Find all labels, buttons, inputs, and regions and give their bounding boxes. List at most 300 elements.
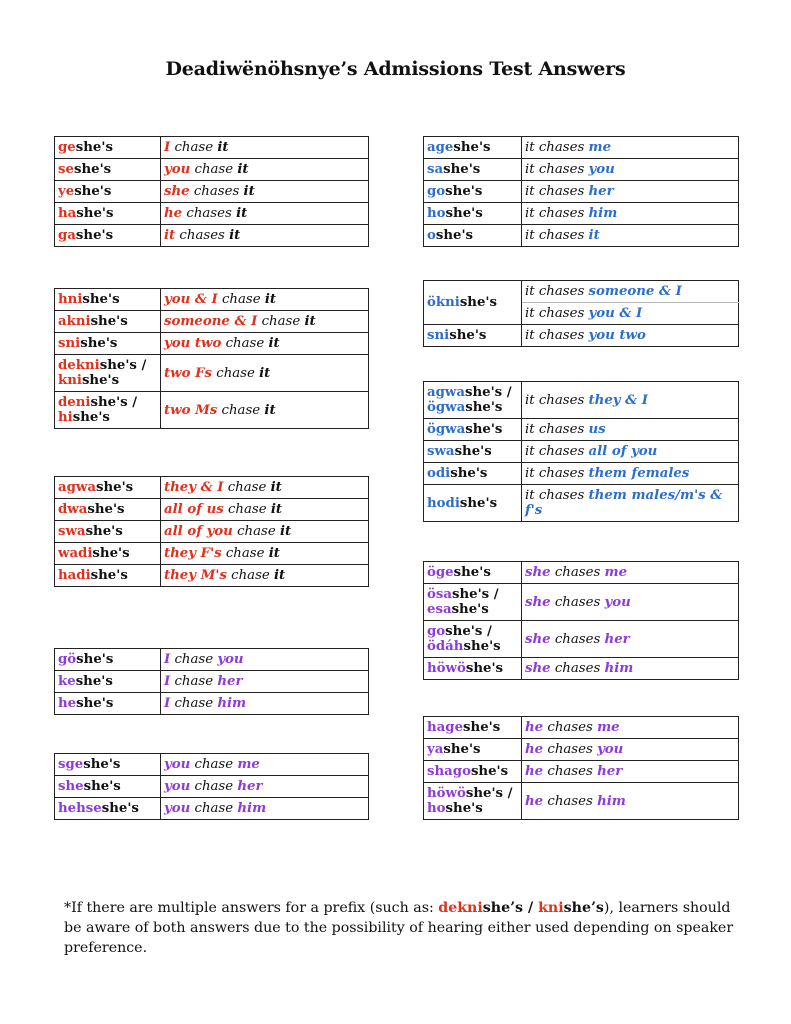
table-row xyxy=(55,225,369,247)
table-row xyxy=(424,783,739,820)
prefix: hehse xyxy=(58,801,102,816)
gloss-part: you xyxy=(164,162,191,177)
gloss-part: her xyxy=(588,184,614,199)
gloss-part: chase xyxy=(232,524,280,539)
gloss-part: chases xyxy=(175,228,230,243)
gloss-part: they M's xyxy=(164,568,227,583)
table-row xyxy=(424,203,739,225)
table-row xyxy=(424,739,739,761)
table-row xyxy=(55,289,369,311)
prefix: wadi xyxy=(58,546,93,561)
gloss-part: it chases xyxy=(525,488,589,503)
gloss-part: chases xyxy=(182,206,237,221)
gloss-cell xyxy=(161,671,369,693)
gloss-cell xyxy=(161,477,369,499)
verb-stem: she's xyxy=(90,568,128,583)
gloss-part: chases xyxy=(543,720,598,735)
gloss-cell xyxy=(522,463,739,485)
gloss-part: it xyxy=(243,184,255,199)
verb-stem: she's xyxy=(76,696,114,711)
verb-stem: she's xyxy=(445,184,483,199)
prefix-cell xyxy=(55,289,161,311)
gloss-cell xyxy=(522,441,739,463)
table-row xyxy=(424,225,739,247)
footnote-example xyxy=(438,900,604,916)
gloss-part: chase xyxy=(217,292,265,307)
verb-stem: she's xyxy=(453,565,491,580)
gloss-cell xyxy=(522,325,739,347)
gloss-cell xyxy=(161,203,369,225)
gloss-part: it chases xyxy=(525,422,589,437)
gloss-part: them males/m's & f's xyxy=(525,488,723,518)
gloss-part: chase xyxy=(190,162,238,177)
table-row xyxy=(424,761,739,783)
prefix: sni xyxy=(58,336,81,351)
gloss-part: it xyxy=(264,292,277,307)
prefix-cell xyxy=(424,739,522,761)
gloss-part: us xyxy=(588,422,606,437)
prefix-cell xyxy=(55,225,161,247)
prefix: swa xyxy=(427,444,455,459)
prefix-cell xyxy=(55,798,161,820)
prefix-cell xyxy=(424,382,522,419)
gloss-part: chases xyxy=(543,793,598,809)
table-row xyxy=(424,463,739,485)
prefix-cell xyxy=(55,543,161,565)
prefix-cell xyxy=(55,499,161,521)
table-row xyxy=(55,671,369,693)
verb-stem: she's xyxy=(74,184,112,199)
table-row xyxy=(424,584,739,621)
verb-stem: she's / xyxy=(90,395,138,410)
gloss-cell xyxy=(522,621,739,658)
gloss-part: all of you xyxy=(588,444,658,459)
gloss-part: it chases xyxy=(525,284,589,299)
gloss-part: she xyxy=(164,184,190,199)
prefix-alt: hi xyxy=(58,410,73,425)
gloss-part: I xyxy=(164,140,171,155)
table-row xyxy=(55,355,369,392)
table-row xyxy=(55,311,369,333)
gloss-part: chases xyxy=(550,661,605,676)
gloss-part: chase xyxy=(221,546,269,561)
footnote-intro: *If there are multiple answers for a prefix (such as: xyxy=(64,900,439,916)
verb-stem: she's xyxy=(90,314,128,329)
prefix-cell xyxy=(424,783,522,820)
verb-stem: she's xyxy=(83,757,121,772)
gloss-cell xyxy=(161,289,369,311)
gloss-cell xyxy=(522,783,739,820)
gloss-part: he xyxy=(164,206,183,221)
verb-stem: she's xyxy=(83,779,121,794)
gloss-cell xyxy=(522,562,739,584)
prefix: ho xyxy=(427,206,446,221)
verb-stem: she's xyxy=(92,546,130,561)
gloss-part: it xyxy=(270,502,283,517)
table-row xyxy=(55,776,369,798)
prefix-cell xyxy=(55,392,161,429)
gloss-part: they & I xyxy=(588,392,648,408)
prefix-alt: kni xyxy=(58,373,82,388)
table-row xyxy=(55,521,369,543)
verb-stem: she's xyxy=(85,524,123,539)
verb-stem: she's xyxy=(450,466,488,481)
gloss-part: it xyxy=(270,480,282,495)
prefix-cell xyxy=(424,225,522,247)
gloss-part: they F's xyxy=(164,546,222,561)
table-dual-subject-chases-it xyxy=(54,288,369,429)
gloss-part: it chases xyxy=(525,162,589,177)
table-you-chase-person xyxy=(54,753,369,820)
prefix-cell xyxy=(55,311,161,333)
prefix-cell xyxy=(424,463,522,485)
gloss-part: it xyxy=(279,524,292,539)
table-row xyxy=(55,543,369,565)
gloss-part: chases xyxy=(550,631,605,647)
gloss-part: chase xyxy=(170,140,218,155)
verb-stem: she's / xyxy=(465,786,513,801)
verb-stem: she's xyxy=(80,336,118,351)
prefix: o xyxy=(427,228,436,243)
prefix: shago xyxy=(427,764,471,779)
prefix: dwa xyxy=(58,502,88,517)
gloss-cell xyxy=(161,499,369,521)
gloss-part: he xyxy=(525,793,544,809)
table-row xyxy=(424,325,739,347)
table-row xyxy=(424,159,739,181)
gloss-part: it xyxy=(236,206,248,221)
gloss-cell xyxy=(161,181,369,203)
gloss-cell xyxy=(522,303,739,325)
gloss-part: chase xyxy=(217,402,265,418)
verb-stem: she's xyxy=(449,328,487,343)
table-row xyxy=(55,565,369,587)
gloss-part: her xyxy=(604,631,630,647)
gloss-part: me xyxy=(237,757,260,772)
gloss-part: it xyxy=(217,140,229,155)
gloss-part: him xyxy=(604,661,634,676)
verb-stem: she's xyxy=(73,162,112,177)
prefix-cell xyxy=(424,159,522,181)
prefix-cell xyxy=(55,671,161,693)
verb-stem: she's / xyxy=(464,385,512,400)
verb-stem: she's xyxy=(445,206,483,221)
footnote-example-prefix-2: kni xyxy=(538,900,564,916)
table-i-chase-person xyxy=(54,648,369,715)
gloss-part: it xyxy=(268,336,280,351)
table-row xyxy=(55,754,369,776)
table-row xyxy=(424,562,739,584)
gloss-cell xyxy=(161,776,369,798)
gloss-cell xyxy=(522,717,739,739)
gloss-part: all of us xyxy=(164,502,224,517)
table-plural-subject-chases-it xyxy=(54,476,369,587)
gloss-part: you xyxy=(597,742,624,757)
table-row xyxy=(424,658,739,680)
gloss-part: it xyxy=(304,314,316,329)
verb-stem: she's xyxy=(95,480,134,495)
prefix: he xyxy=(58,696,77,711)
gloss-part: them females xyxy=(588,466,690,481)
verb-stem-alt: she's xyxy=(72,410,110,425)
gloss-part: it chases xyxy=(525,206,589,221)
table-row xyxy=(424,181,739,203)
prefix: ögwa xyxy=(427,422,466,437)
gloss-part: it chases xyxy=(525,306,589,321)
prefix: höwö xyxy=(427,786,466,801)
prefix: agwa xyxy=(427,385,465,400)
prefix-cell xyxy=(424,717,522,739)
gloss-cell xyxy=(522,658,739,680)
gloss-cell xyxy=(161,521,369,543)
prefix-cell xyxy=(424,485,522,522)
footnote xyxy=(64,898,734,958)
verb-stem: she's xyxy=(435,228,474,243)
gloss-cell xyxy=(161,355,369,392)
prefix-alt: ögwa xyxy=(427,400,466,415)
prefix-cell xyxy=(424,621,522,658)
gloss-part: chases xyxy=(543,764,598,779)
verb-stem: she's xyxy=(459,295,497,310)
gloss-part: her xyxy=(237,779,263,794)
gloss-part: him xyxy=(597,793,626,809)
prefix-cell xyxy=(424,562,522,584)
gloss-part: it chases xyxy=(525,184,589,199)
table-row xyxy=(55,693,369,715)
prefix: ösa xyxy=(427,587,452,602)
gloss-cell xyxy=(161,225,369,247)
gloss-part: you xyxy=(164,757,191,772)
table-row xyxy=(55,181,369,203)
prefix: hadi xyxy=(58,568,91,583)
table-row xyxy=(55,649,369,671)
prefix: hage xyxy=(427,720,464,735)
verb-stem: she's xyxy=(463,720,501,735)
prefix-cell xyxy=(55,565,161,587)
verb-stem: she's xyxy=(470,764,509,779)
verb-stem-alt: she's xyxy=(445,801,483,816)
gloss-part: someone & I xyxy=(588,284,682,299)
gloss-cell xyxy=(161,565,369,587)
gloss-part: her xyxy=(597,764,623,779)
gloss-part: chase xyxy=(221,336,269,351)
verb-stem: she's xyxy=(75,140,113,155)
gloss-part: chase xyxy=(170,696,218,711)
prefix-cell xyxy=(424,203,522,225)
gloss-cell xyxy=(161,137,369,159)
gloss-cell xyxy=(161,693,369,715)
gloss-part: she xyxy=(525,661,551,676)
prefix-cell xyxy=(55,159,161,181)
prefix: ya xyxy=(427,742,444,757)
table-row xyxy=(424,419,739,441)
prefix-cell xyxy=(55,355,161,392)
gloss-part: chase xyxy=(257,314,305,329)
gloss-part: you & I xyxy=(164,292,218,307)
gloss-cell xyxy=(522,137,739,159)
verb-stem-alt: she's xyxy=(465,400,503,415)
gloss-part: it xyxy=(229,228,241,243)
gloss-part: chases xyxy=(543,742,598,757)
gloss-part: chases xyxy=(189,184,244,199)
prefix: age xyxy=(427,140,454,155)
prefix-cell xyxy=(55,137,161,159)
prefix-cell xyxy=(55,477,161,499)
gloss-part: all of you xyxy=(164,524,233,539)
table-it-chases-plural xyxy=(423,381,739,522)
table-row xyxy=(424,441,739,463)
table-row xyxy=(55,137,369,159)
table-he-chases-person xyxy=(423,716,739,820)
gloss-part: chase xyxy=(190,779,238,794)
verb-stem: she's xyxy=(443,162,481,177)
verb-stem: she's xyxy=(465,661,504,676)
prefix: dekni xyxy=(58,358,100,373)
table-row xyxy=(55,159,369,181)
gloss-cell xyxy=(161,798,369,820)
prefix-cell xyxy=(424,281,522,325)
gloss-part: it xyxy=(264,402,276,418)
gloss-cell xyxy=(161,159,369,181)
table-row xyxy=(424,621,739,658)
gloss-cell xyxy=(522,281,739,303)
gloss-cell xyxy=(161,754,369,776)
gloss-cell xyxy=(522,584,739,621)
gloss-part: it xyxy=(588,228,600,243)
gloss-part: it chases xyxy=(525,328,589,343)
verb-stem: she's xyxy=(443,742,481,757)
prefix: ke xyxy=(58,674,76,689)
footnote-example-stem-1: she’s / xyxy=(482,900,539,916)
gloss-part: he xyxy=(525,720,544,735)
gloss-cell xyxy=(161,392,369,429)
footnote-example-stem-2: she’s xyxy=(563,900,604,916)
prefix: se xyxy=(58,162,74,177)
gloss-part: chase xyxy=(223,502,271,517)
prefix-cell xyxy=(55,181,161,203)
prefix-cell xyxy=(424,419,522,441)
prefix-cell xyxy=(55,521,161,543)
prefix: akni xyxy=(58,314,91,329)
gloss-part: me xyxy=(604,565,628,580)
footnote-rest: ), learners should be aware of both answers due to the possibility of hearing either used depending on speaker preference. xyxy=(64,900,734,956)
table-it-chases-dual xyxy=(423,280,739,347)
prefix-cell xyxy=(424,137,522,159)
gloss-cell xyxy=(522,485,739,522)
gloss-cell xyxy=(522,382,739,419)
gloss-part: him xyxy=(588,206,618,221)
verb-stem: she's / xyxy=(445,624,492,639)
gloss-cell xyxy=(161,311,369,333)
gloss-part: I xyxy=(164,674,171,689)
prefix: ge xyxy=(58,140,76,155)
prefix: ga xyxy=(58,228,76,243)
table-row xyxy=(424,281,739,303)
prefix: deni xyxy=(58,395,91,410)
table-row xyxy=(55,203,369,225)
gloss-cell xyxy=(522,419,739,441)
table-row xyxy=(424,137,739,159)
gloss-part: it xyxy=(268,546,280,561)
prefix: hni xyxy=(58,292,83,307)
table-row xyxy=(55,333,369,355)
table-it-chases-person xyxy=(423,136,739,247)
gloss-part: she xyxy=(525,594,551,610)
gloss-part: him xyxy=(237,801,267,816)
verb-stem: she's xyxy=(459,495,498,511)
gloss-part: she xyxy=(525,565,551,580)
verb-stem: she's xyxy=(82,292,120,307)
gloss-part: it xyxy=(164,228,176,243)
gloss-part: me xyxy=(597,720,620,735)
gloss-part: chase xyxy=(170,652,218,667)
gloss-part: you xyxy=(164,779,191,794)
gloss-part: him xyxy=(217,696,247,711)
gloss-part: you xyxy=(604,594,631,610)
prefix: go xyxy=(427,624,446,639)
gloss-part: two Fs xyxy=(164,365,213,381)
prefix-cell xyxy=(424,441,522,463)
prefix-alt: ho xyxy=(427,801,446,816)
verb-stem-alt: she's xyxy=(451,602,489,617)
page-title: Deadiwënöhsnye’s Admissions Test Answers xyxy=(165,58,626,80)
prefix: hodi xyxy=(427,495,460,511)
prefix-cell xyxy=(55,693,161,715)
prefix-alt: ödáh xyxy=(427,639,464,654)
prefix-cell xyxy=(55,754,161,776)
gloss-part: you & I xyxy=(588,306,643,321)
table-row xyxy=(55,499,369,521)
gloss-part: he xyxy=(525,764,544,779)
gloss-cell xyxy=(161,333,369,355)
prefix: ökni xyxy=(427,295,460,310)
gloss-part: you two xyxy=(164,336,222,351)
verb-stem: she's xyxy=(76,652,114,667)
verb-stem: she's xyxy=(453,140,491,155)
gloss-part: you xyxy=(588,162,615,177)
gloss-part: it chases xyxy=(525,392,589,408)
gloss-part: chase xyxy=(170,674,218,689)
prefix: swa xyxy=(58,524,86,539)
gloss-part: you xyxy=(164,801,191,816)
prefix: ha xyxy=(58,206,77,221)
verb-stem: she's xyxy=(465,422,503,437)
table-row xyxy=(424,717,739,739)
gloss-part: it chases xyxy=(525,140,589,155)
gloss-part: her xyxy=(217,674,243,689)
prefix-cell xyxy=(424,181,522,203)
table-row xyxy=(424,485,739,522)
gloss-part: she xyxy=(525,631,551,647)
table-subject-chases-it xyxy=(54,136,369,247)
prefix-cell xyxy=(424,584,522,621)
gloss-part: chase xyxy=(212,365,260,381)
gloss-cell xyxy=(161,649,369,671)
prefix-cell xyxy=(55,203,161,225)
prefix: agwa xyxy=(58,480,96,495)
verb-stem: she's xyxy=(76,206,114,221)
prefix-cell xyxy=(424,325,522,347)
prefix-alt: esa xyxy=(427,602,452,617)
table-row xyxy=(424,382,739,419)
prefix-cell xyxy=(55,649,161,671)
gloss-part: chase xyxy=(190,757,238,772)
verb-stem: she's / xyxy=(451,587,499,602)
gloss-part: you two xyxy=(588,328,646,343)
verb-stem: she's / xyxy=(99,358,147,373)
prefix-cell xyxy=(424,658,522,680)
gloss-part: you xyxy=(217,652,244,667)
